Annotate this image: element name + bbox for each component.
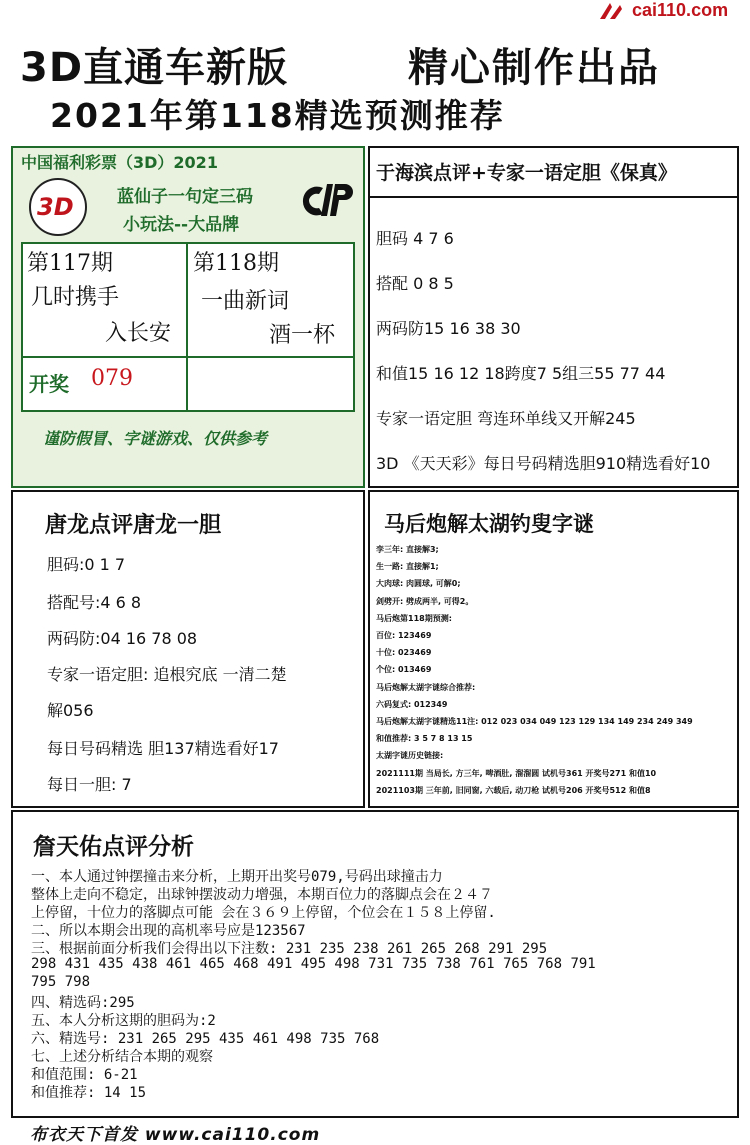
tang-line: 每日一胆: 7 <box>47 775 132 794</box>
yu-line: 胆码 4 7 6 <box>376 229 454 248</box>
yu-line: 3D 《天天彩》每日号码精选胆910精选看好10 <box>376 454 711 473</box>
ma-line: 个位: 013469 <box>376 665 432 675</box>
zhan-line: 七、上述分析结合本期的观察 <box>31 1049 213 1065</box>
ma-line: 百位: 123469 <box>376 631 432 640</box>
ma-line: 十位: 023469 <box>376 648 432 658</box>
header-title-left: 3D直通车新版 <box>20 45 289 91</box>
ma-line: 孪三年: 直接解3; <box>376 545 439 554</box>
ma-line: 六码复式: 012349 <box>376 699 448 709</box>
ma-line: 2021111期 当局长, 方三年, 啤酒肚, 溜溜圆 试机号361 开奖号271 和值10 <box>376 768 657 778</box>
zhan-line: 795 798 <box>31 974 91 990</box>
zhan-line: 三、根据前面分析我们会得出以下注数: 231 235 238 261 265 268 291 295 <box>31 941 548 957</box>
lottery-card <box>11 146 365 488</box>
prev-period: 第117期 <box>27 251 113 276</box>
ma-line: 马后炮解太湖字谜综合推荐: <box>376 682 476 692</box>
zhan-title: 詹天佑点评分析 <box>33 834 194 860</box>
zhan-line: 一、本人通过钟摆撞击来分析，上期开出奖号079,号码出球撞击力 <box>31 869 443 885</box>
yu-line: 和值15 16 12 18跨度7 5组三55 77 44 <box>376 364 666 383</box>
tang-line: 胆码:0 1 7 <box>47 555 126 574</box>
zhan-line: 和值范围: 6-21 <box>31 1067 138 1083</box>
prev-riddle-1: 几时携手 <box>31 285 120 310</box>
tang-title: 唐龙点评唐龙一胆 <box>45 513 222 538</box>
card-notice: 谨防假冒、字谜游戏、仅供参考 <box>43 429 268 448</box>
logo-mark-icon <box>598 1 628 21</box>
draw-value: 079 <box>91 366 133 391</box>
draw-label: 开奖 <box>29 372 69 396</box>
ma-line: 剑劈开: 劈成两半, 可得2。 <box>376 596 474 606</box>
card-top-line: 中国福利彩票（3D）2021 <box>21 153 218 172</box>
tang-line: 专家一语定胆: 追根究底 一清二楚 <box>47 665 287 684</box>
cur-riddle-1: 一曲新词 <box>201 289 290 314</box>
card-riddle-line2: 小玩法--大品牌 <box>123 215 240 235</box>
zhan-panel <box>11 810 739 1118</box>
tang-panel <box>11 490 365 808</box>
ma-line: 大肉球: 肉圆球, 可解0; <box>376 579 461 589</box>
zhan-line: 二、所以本期会出现的高机率号应是123567 <box>31 923 306 939</box>
zhan-line: 五、本人分析这期的胆码为:2 <box>31 1013 216 1029</box>
tang-line: 两码防:04 16 78 08 <box>47 629 198 648</box>
zhan-line: 整体上走向不稳定，出球钟摆波动力增强，本期百位力的落脚点会在２４７ <box>31 887 493 903</box>
ma-line: 2021103期 三年前, 旧同窗, 六载后, 动刀枪 试机号206 开奖号512 和值8 <box>376 785 651 795</box>
card-logo <box>29 178 87 236</box>
yu-line: 两码防15 16 38 30 <box>376 319 521 338</box>
yu-title: 于海滨点评+专家一语定胆《保真》 <box>376 162 677 184</box>
ma-line: 和值推荐: 3 5 7 8 13 15 <box>376 734 473 744</box>
tang-line: 每日号码精选 胆137精选看好17 <box>47 739 279 758</box>
tang-line: 搭配号:4 6 8 <box>47 593 142 612</box>
ma-line: 生一路: 直接解1; <box>376 562 439 572</box>
ma-line: 马后炮解太湖字谜精选11注: 012 023 034 049 123 129 134 149 234 249 349 <box>376 717 693 726</box>
ma-title: 马后炮解太湖钓叟字谜 <box>384 512 594 536</box>
yu-panel <box>368 146 739 488</box>
ma-line: 太湖字谜历史链接: <box>376 751 444 761</box>
ma-line: 马后炮第118期预测: <box>376 613 452 623</box>
card-riddle-line1: 蓝仙子一句定三码 <box>117 187 253 207</box>
yu-line: 搭配 0 8 5 <box>376 274 454 293</box>
ma-panel <box>368 490 739 808</box>
zhan-line: 上停留，十位力的落脚点可能 会在３６９上停留，个位会在１５８上停留. <box>31 905 496 921</box>
header-title-right: 精心制作出品 <box>408 45 660 91</box>
zhan-line: 四、精选码:295 <box>31 995 135 1011</box>
tang-line: 解056 <box>47 701 94 720</box>
zhan-line: 六、精选号: 231 265 295 435 461 498 735 768 <box>31 1031 380 1047</box>
prev-riddle-2: 入长安 <box>105 321 172 346</box>
site-logo <box>598 0 750 22</box>
logo-text: cai110.com <box>632 0 729 20</box>
footer-text: 布衣天下首发 www.cai110.com <box>30 1125 321 1145</box>
yu-line: 专家一语定胆 弯连环单线又开解245 <box>376 409 636 428</box>
zhan-line: 298 431 435 438 461 465 468 491 495 498 731 735 738 761 765 768 791 <box>31 956 596 972</box>
zhan-line: 和值推荐: 14 15 <box>31 1085 147 1101</box>
brand-cp-icon <box>297 180 353 220</box>
cur-period: 第118期 <box>193 251 279 276</box>
card-grid <box>21 242 355 412</box>
header-subtitle: 2021年第118精选预测推荐 <box>50 96 505 135</box>
card-logo-text: 3D <box>37 193 74 221</box>
cur-riddle-2: 酒一杯 <box>269 323 336 348</box>
